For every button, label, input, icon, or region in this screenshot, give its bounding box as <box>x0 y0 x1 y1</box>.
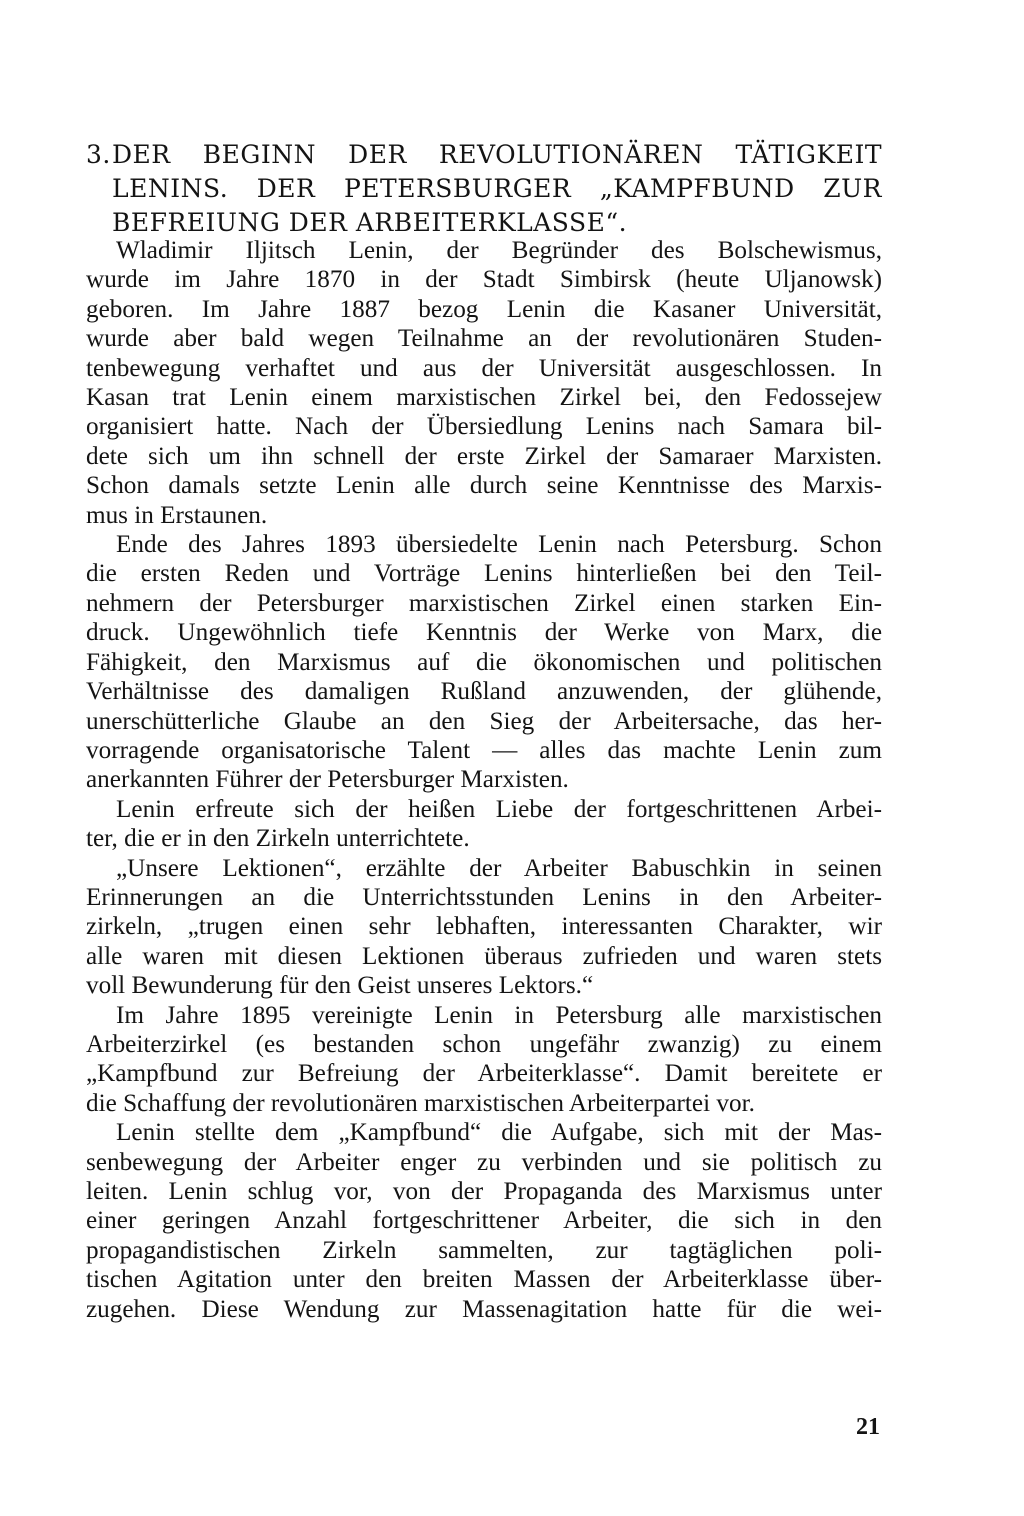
text-line: die ersten Reden und Vorträge Lenins hinterließen bei den Teil- <box>86 560 882 588</box>
text-line: mus in Erstaunen. <box>86 501 268 529</box>
text-line: anerkannten Führer der Petersburger Marxisten. <box>86 766 569 794</box>
text-line: alle waren mit diesen Lektionen überaus zufrieden und waren stets <box>86 942 882 970</box>
chapter-heading <box>86 138 882 240</box>
heading-line: BEFREIUNG DER ARBEITERKLASSE“. <box>112 208 628 237</box>
text-line: Schon damals setzte Lenin alle durch seine Kenntnisse des Marxis- <box>86 472 882 500</box>
text-line: organisiert hatte. Nach der Übersiedlung Lenins nach Samara bil- <box>86 413 882 441</box>
text-line: Fähigkeit, den Marxismus auf die ökonomischen und politischen <box>86 648 882 676</box>
text-line: Verhältnisse des damaligen Rußland anzuwenden, der glühende, <box>86 678 882 706</box>
text-line: voll Bewunderung für den Geist unseres Lektors.“ <box>86 972 594 1000</box>
text-line: Ende des Jahres 1893 übersiedelte Lenin nach Petersburg. Schon <box>116 531 882 559</box>
paragraph <box>86 236 882 530</box>
text-line: tischen Agitation unter den breiten Massen der Arbeiterklasse über- <box>86 1266 882 1294</box>
text-line: senbewegung der Arbeiter enger zu verbinden und sie politisch zu <box>86 1148 882 1176</box>
text-line: propagandistischen Zirkeln sammelten, zur tagtäglichen poli- <box>86 1236 882 1264</box>
section-number: 3. <box>86 140 111 169</box>
text-line: ter, die er in den Zirkeln unterrichtete. <box>86 825 470 853</box>
paragraph-quote <box>86 854 882 1001</box>
text-line: „Kampfbund zur Befreiung der Arbeiterklasse“. Damit bereitete er <box>86 1060 882 1088</box>
paragraph <box>86 795 882 854</box>
paragraph <box>86 1118 882 1324</box>
text-line: Lenin stellte dem „Kampfbund“ die Aufgabe, sich mit der Mas- <box>116 1119 882 1147</box>
text-line: geboren. Im Jahre 1887 bezog Lenin die Kasaner Universität, <box>86 295 882 323</box>
text-line: nehmern der Petersburger marxistischen Zirkel einen starken Ein- <box>86 589 882 617</box>
text-line: Kasan trat Lenin einem marxistischen Zirkel bei, den Fedossejew <box>86 384 882 412</box>
text-line: druck. Ungewöhnlich tiefe Kenntnis der Werke von Marx, die <box>86 619 882 647</box>
text-line: Im Jahre 1895 vereinigte Lenin in Petersburg alle marxistischen <box>116 1001 882 1029</box>
text-line: Wladimir Iljitsch Lenin, der Begründer des Bolschewismus, <box>116 237 882 264</box>
paragraph <box>86 1001 882 1119</box>
text-line: zugehen. Diese Wendung zur Massenagitation hatte für die wei- <box>86 1295 882 1323</box>
text-line: Erinnerungen an die Unterrichtsstunden Lenins in den Arbeiter- <box>86 883 882 911</box>
text-line: vorragende organisatorische Talent — alles das machte Lenin zum <box>86 736 882 764</box>
body-text <box>86 236 882 1324</box>
page-number: 21 <box>856 1414 880 1440</box>
text-line: die Schaffung der revolutionären marxistischen Arbeiterpartei vor. <box>86 1089 755 1117</box>
text-line: zirkeln, „trugen einen sehr lebhaften, interessanten Charakter, wir <box>86 913 882 941</box>
paragraph <box>86 530 882 795</box>
text-line: leiten. Lenin schlug vor, von der Propaganda des Marxismus unter <box>86 1178 882 1205</box>
text-line: einer geringen Anzahl fortgeschrittener Arbeiter, die sich in den <box>86 1207 882 1235</box>
text-line: „Unsere Lektionen“, erzählte der Arbeiter Babuschkin in seinen <box>116 854 882 882</box>
text-line: Lenin erfreute sich der heißen Liebe der fortgeschrittenen Arbei- <box>116 795 882 823</box>
heading-line: LENINS. DER PETERSBURGER „KAMPFBUND ZUR <box>112 174 882 203</box>
text-line: tenbewegung verhaftet und aus der Universität ausgeschlossen. In <box>86 354 882 382</box>
text-line: wurde im Jahre 1870 in der Stadt Simbirsk (heute Uljanowsk) <box>86 266 882 294</box>
text-line: unerschütterliche Glaube an den Sieg der Arbeitersache, das her- <box>86 707 882 735</box>
heading-line: 3.DER BEGINN DER REVOLUTIONÄREN TÄTIGKEIT <box>86 138 882 172</box>
text-line: dete sich um ihn schnell der erste Zirkel der Samaraer Marxisten. <box>86 442 882 470</box>
text-line: wurde aber bald wegen Teilnahme an der revolutionären Studen- <box>86 325 882 353</box>
text-line: Arbeiterzirkel (es bestanden schon ungefähr zwanzig) zu einem <box>86 1030 882 1058</box>
